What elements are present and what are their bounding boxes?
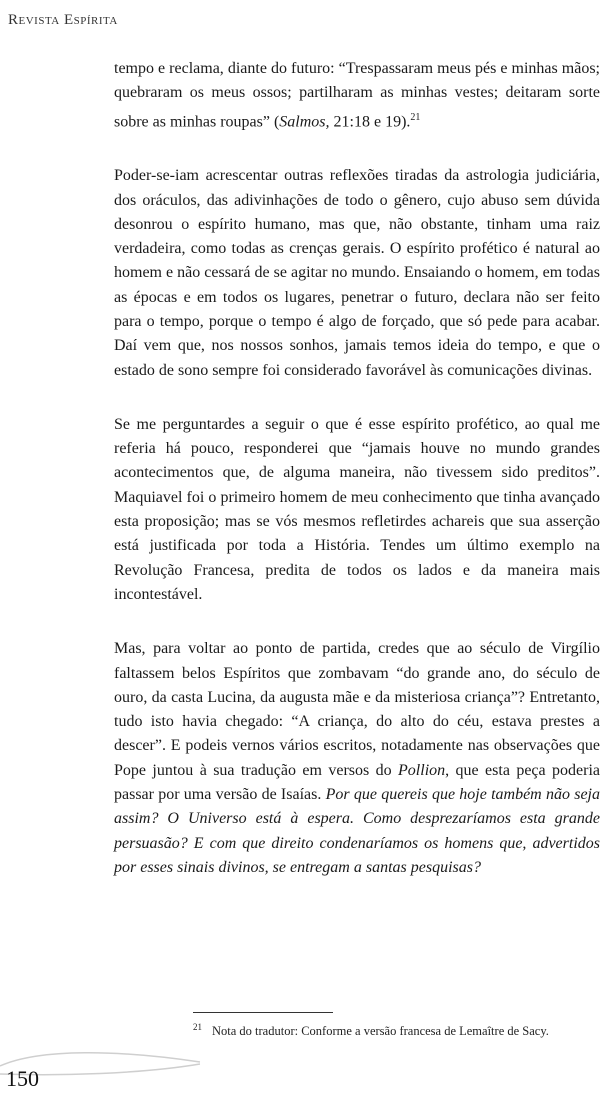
text-span: Poder-se-iam acrescentar outras reflexões tiradas da astrologia judiciária, dos oráculos, das adivinhações de todo o gênero, cujo abuso sem dúvida desonrou o espírito humano, mas que, não obstante, tinham uma raiz verdadeira, como todas as crenças gerais. O espírito profético é natural ao homem e não cessará de se agitar no mundo. Ensaiando o homem, em todas as épocas e em todos os lugares, penetrar o futuro, declara não ser feito para o tempo, porque o tempo é algo de forçado, que só pede para acabar. Daí vem que, nos nossos sonhos, jamais temos ideia do tempo, e que o estado de sono sempre foi considerado favorável às comunicações divinas. [114, 167, 600, 379]
italic-text: Salmos, [279, 112, 330, 130]
paragraph [114, 57, 600, 134]
paragraph [114, 164, 600, 383]
footnote [193, 1022, 598, 1039]
footnote-marker: 21 [193, 1022, 202, 1032]
text-span: 21:18 e 19). [329, 112, 411, 130]
running-header: Revista Espírita [8, 12, 118, 28]
footnote-reference: 21 [410, 111, 421, 123]
text-span: tempo e reclama, diante do futuro: “Trespassaram meus pés e minhas mãos; quebraram os meus ossos; partilharam as minhas vestes; deitaram sorte sobre as minhas roupas” ( [114, 60, 600, 130]
footnote-separator [193, 1012, 333, 1013]
text-span: Mas, para voltar ao ponto de partida, credes que ao século de Virgílio faltassem belos Espíritos que zombavam “do grande ano, do século de ouro, da casta Lucina, da augusta mãe e da misteriosa criança”? Entretanto, tudo isto havia chegado: “A criança, do alto do céu, estava prestes a descer”. E podeis vernos vários escritos, notadamente nas observações que Pope juntou à sua tradução em versos do [114, 640, 600, 779]
paragraph [114, 637, 600, 880]
page-number: 150 [6, 1066, 39, 1091]
body-text [114, 57, 600, 910]
paragraph [114, 413, 600, 607]
footnote-text: Nota do tradutor: Conforme a versão francesa de Lemaître de Sacy. [212, 1024, 549, 1039]
italic-text: Por que quereis que hoje também não seja assim? O Universo está à espera. Como desprezaríamos esta grande persuasão? E com que direito condenaríamos os homens que, advertidos por esses sinais divinos, se entregam a santas pesquisas? [114, 786, 600, 876]
text-span: , que esta peça poderia passar por uma versão de Isaías. [114, 761, 600, 804]
text-span: Se me perguntardes a seguir o que é esse espírito profético, ao qual me referia há pouco, responderei que “jamais houve no mundo grandes acontecimentos que, de alguma maneira, não tivessem sido preditos”. Maquiavel foi o primeiro homem de meu conhecimento que tinha avançado esta proposição; mas se vós mesmos refletirdes achareis que sua asserção está justificada por toda a História. Tendes um último exemplo na Revolução Francesa, predita de todos os lados e da maneira mais incontestável. [114, 415, 600, 603]
italic-text: Pollion [398, 761, 446, 779]
